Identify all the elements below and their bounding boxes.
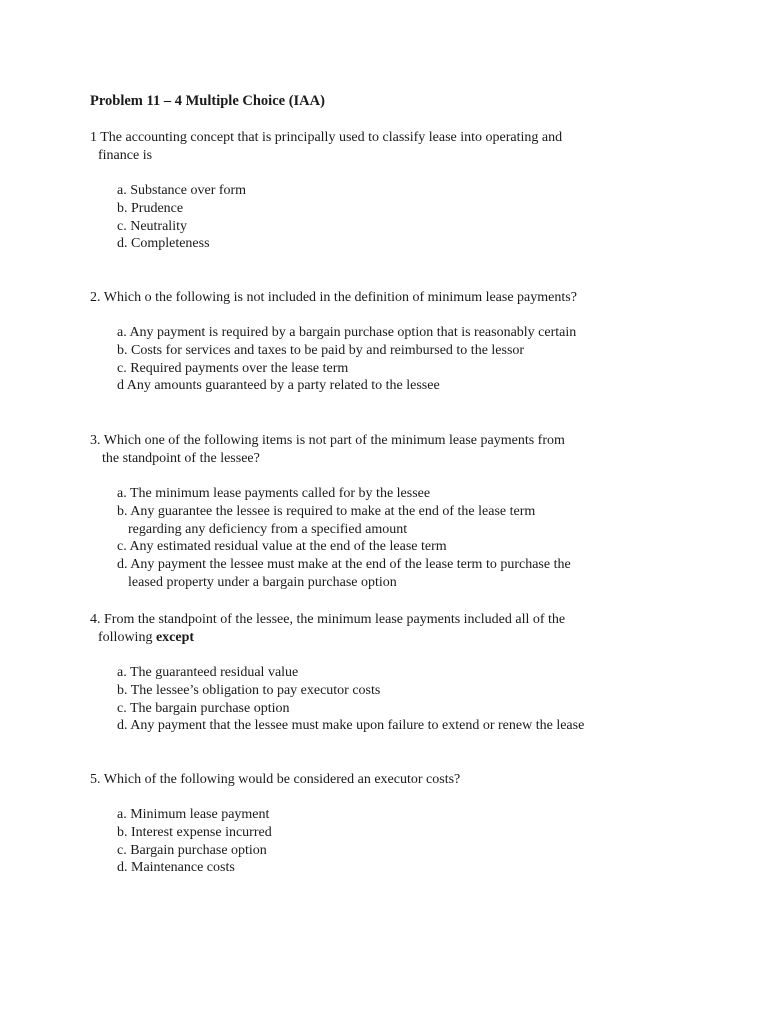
option-c: c. Any estimated residual value at the end of the lease term xyxy=(117,539,447,555)
option-d: d Any amounts guaranteed by a party related to the lessee xyxy=(117,378,440,394)
option-a: a. The minimum lease payments called for by the lessee xyxy=(117,486,431,501)
option-b: b. Interest expense incurred xyxy=(117,824,272,840)
option-d-continued: leased property under a bargain purchase option xyxy=(128,574,397,590)
option-c: c. Bargain purchase option xyxy=(117,842,267,858)
question-text-continued xyxy=(90,629,650,647)
option-b: b. Prudence xyxy=(117,200,184,216)
option-a: a. The guaranteed residual value xyxy=(117,665,299,680)
option-c: c. Required payments over the lease term xyxy=(117,360,349,376)
question-1 xyxy=(90,129,650,253)
question-text: 2. Which o the following is not included in the definition of minimum lease payments? xyxy=(90,290,577,305)
answer-options xyxy=(90,664,650,735)
option-d: d. Any payment the lessee must make at the end of the lease term to purchase the xyxy=(117,557,571,573)
option-c: c. Neutrality xyxy=(117,218,187,234)
question-text: 1 The accounting concept that is principally used to classify lease into operating and xyxy=(90,130,563,145)
option-d: d. Maintenance costs xyxy=(117,860,235,876)
option-b: b. Costs for services and taxes to be paid by and reimbursed to the lessor xyxy=(117,342,525,358)
option-b-continued: regarding any deficiency from a specified amount xyxy=(128,521,408,537)
option-d: d. Completeness xyxy=(117,236,210,252)
question-5 xyxy=(90,771,650,877)
question-text: 5. Which of the following would be considered an executor costs? xyxy=(90,772,461,787)
problem-title: Problem 11 – 4 Multiple Choice (IAA) xyxy=(90,93,325,109)
emphasis-except: except xyxy=(155,630,195,645)
question-text-plain: following xyxy=(98,630,156,645)
option-a: a. Any payment is required by a bargain purchase option that is reasonably certain xyxy=(117,325,577,340)
option-a: a. Substance over form xyxy=(117,183,247,198)
option-b: b. The lessee’s obligation to pay executor costs xyxy=(117,682,381,698)
question-text-continued: the standpoint of the lessee? xyxy=(102,451,260,466)
question-text: 4. From the standpoint of the lessee, the minimum lease payments included all of the xyxy=(90,612,566,627)
question-3 xyxy=(90,432,650,592)
answer-options xyxy=(90,806,650,877)
question-4 xyxy=(90,611,650,735)
question-2 xyxy=(90,289,650,395)
answer-options xyxy=(90,485,650,592)
answer-options xyxy=(90,324,650,395)
option-a: a. Minimum lease payment xyxy=(117,807,270,822)
option-b: b. Any guarantee the lessee is required to make at the end of the lease term xyxy=(117,503,536,519)
option-c: c. The bargain purchase option xyxy=(117,700,290,716)
answer-options xyxy=(90,182,650,253)
question-text: 3. Which one of the following items is not part of the minimum lease payments from xyxy=(90,433,565,448)
question-text-continued: finance is xyxy=(98,148,153,163)
option-d: d. Any payment that the lessee must make upon failure to extend or renew the lease xyxy=(117,718,585,734)
